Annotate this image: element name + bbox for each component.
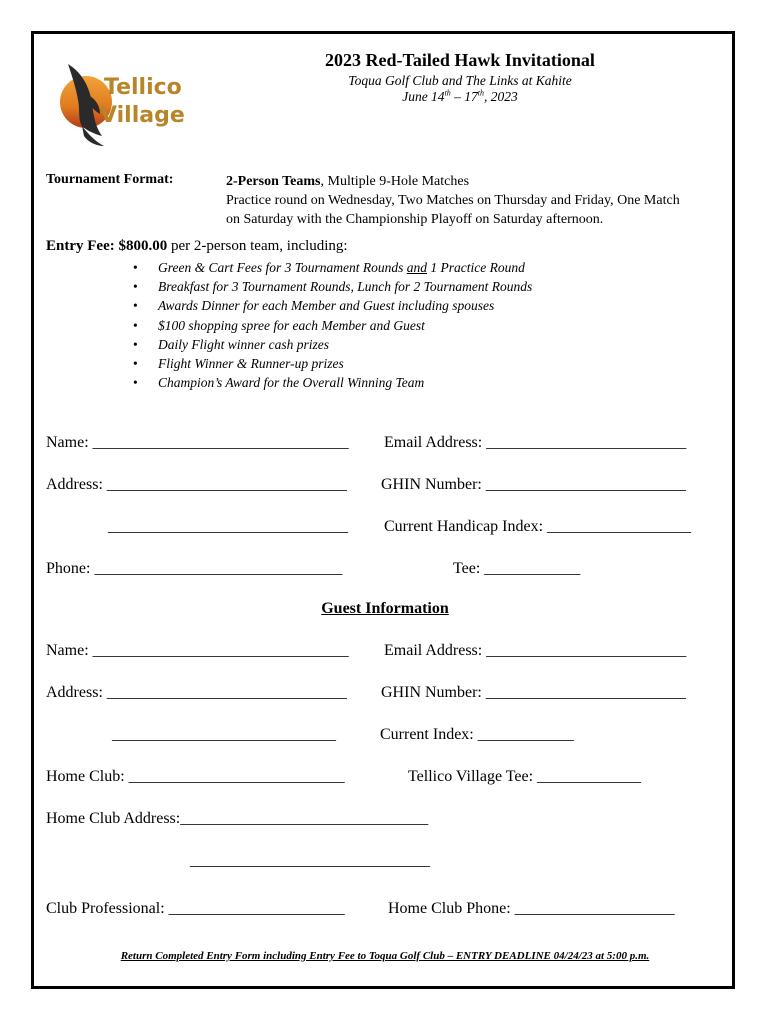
page-title: 2023 Red-Tailed Hawk Invitational [325,50,595,70]
member-ghin-field[interactable]: GHIN Number: _________________________ [381,476,686,493]
member-handicap-field[interactable]: Current Handicap Index: __________________ [384,518,692,535]
event-dates: June 14th – 17th, 2023 [402,88,518,104]
member-tee-field[interactable]: Tee: ____________ [453,560,581,577]
guest-name-field[interactable]: Name: ________________________________ [46,642,349,659]
return-instructions-footer: Return Completed Entry Form including Entry Fee to Toqua Golf Club – ENTRY DEADLINE 04/24/23 at 5:00 p.m. [120,950,650,962]
list-item: • Flight Winner & Runner-up prizes [131,354,532,373]
list-item: • Champion’s Award for the Overall Winning Team [131,373,532,392]
member-address-field[interactable]: Address: ______________________________ [46,476,347,493]
entry-fee-inclusions-list [131,258,532,392]
guest-address-line2-field[interactable]: ____________________________ [112,726,336,743]
guest-tellico-tee-field[interactable]: Tellico Village Tee: _____________ [408,768,642,785]
entry-fee-line: Entry Fee: $800.00 per 2-person team, including: [46,238,348,254]
list-item: • Green & Cart Fees for 3 Tournament Rounds and 1 Practice Round [131,258,532,277]
venue-subtitle: Toqua Golf Club and The Links at Kahite [348,73,572,88]
guest-home-club-phone-field[interactable]: Home Club Phone: ____________________ [388,900,675,917]
guest-ghin-field[interactable]: GHIN Number: _________________________ [381,684,686,701]
guest-home-club-address-field[interactable]: Home Club Address:_______________________________ [46,810,429,827]
hawk-logo-icon [56,56,186,148]
guest-home-club-field[interactable]: Home Club: ___________________________ [46,768,345,785]
guest-information-heading: Guest Information [321,600,449,617]
member-phone-field[interactable]: Phone: _______________________________ [46,560,343,577]
list-item: • Awards Dinner for each Member and Guest including spouses [131,296,532,315]
svg-text:Tellico: Tellico [104,75,182,100]
tellico-village-logo [56,56,186,148]
svg-text:Village: Village [100,103,185,128]
member-name-field[interactable]: Name: ________________________________ [46,434,349,451]
guest-home-club-address-line2-field[interactable]: ______________________________ [190,852,430,869]
tournament-format-description: 2-Person Teams, Multiple 9-Hole Matches Practice round on Wednesday, Two Matches on Thursday and Friday, One Match on Saturday with the Championship Playoff on Saturday afternoon. [226,174,680,227]
guest-index-field[interactable]: Current Index: ____________ [380,726,574,743]
guest-address-field[interactable]: Address: ______________________________ [46,684,347,701]
list-item: • $100 shopping spree for each Member and Guest [131,316,532,335]
list-item: • Breakfast for 3 Tournament Rounds, Lunch for 2 Tournament Rounds [131,277,532,296]
member-email-field[interactable]: Email Address: _________________________ [384,434,687,451]
member-address-line2-field[interactable]: ______________________________ [108,518,348,535]
guest-club-professional-field[interactable]: Club Professional: ______________________ [46,900,345,917]
tournament-format-label: Tournament Format: [46,172,174,187]
guest-email-field[interactable]: Email Address: _________________________ [384,642,687,659]
list-item: • Daily Flight winner cash prizes [131,335,532,354]
